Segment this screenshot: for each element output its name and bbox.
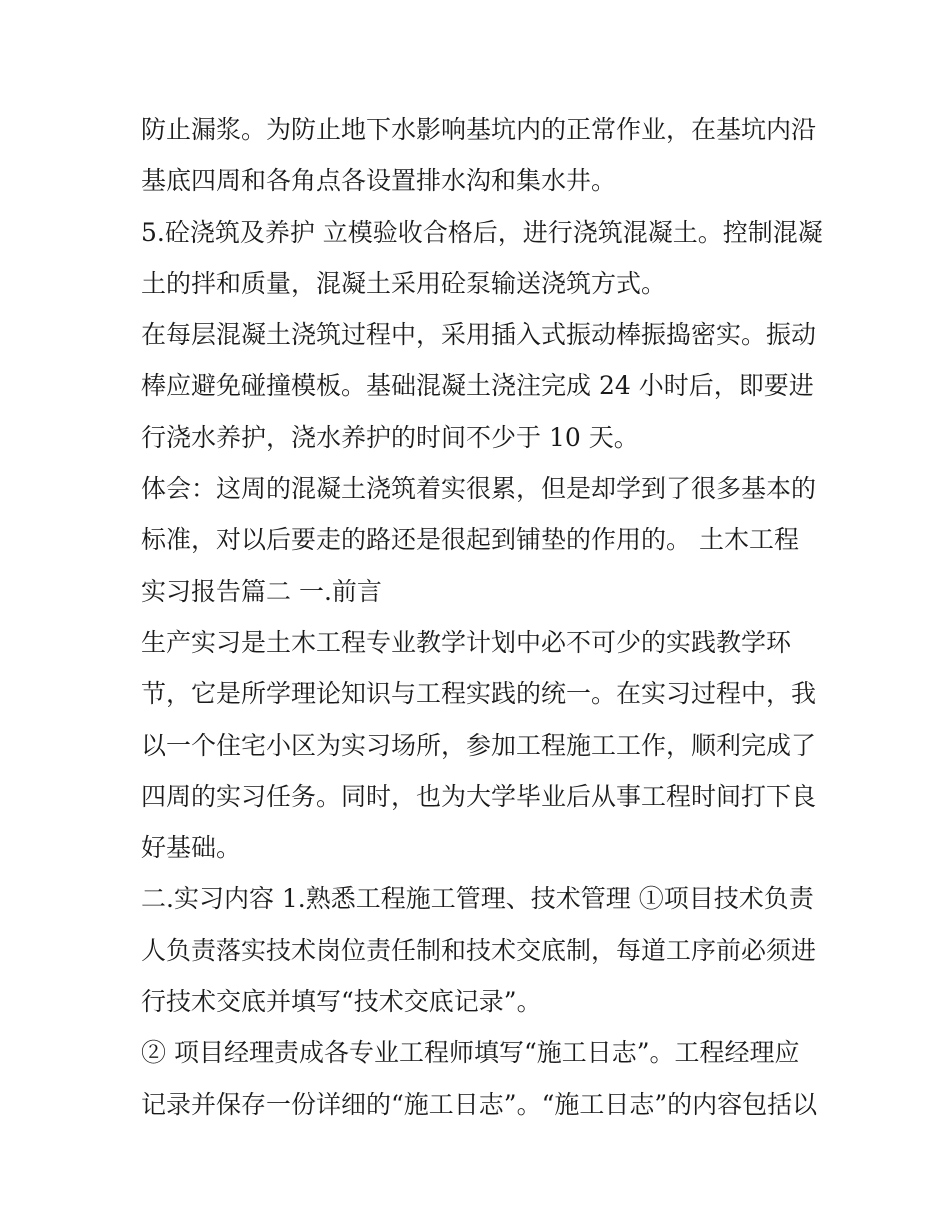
text-line: 土的拌和质量，混凝土采用砼泵输送浇筑方式。	[141, 268, 667, 298]
text-line: 棒应避免碰撞模板。基础混凝土浇注完成 24 小时后，即要进	[141, 371, 814, 401]
text-line: 好基础。	[141, 833, 242, 863]
text-line: 人负责落实技术岗位责任制和技术交底制，每道工序前必须进	[141, 935, 817, 965]
text-line: 以一个住宅小区为实习场所，参加工程施工工作，顺利完成了	[141, 730, 817, 760]
text-line: 行技术交底并填写“技术交底记录”。	[141, 987, 542, 1017]
text-line: 生产实习是土木工程专业教学计划中必不可少的实践教学环	[141, 627, 792, 657]
text-line: ② 项目经理责成各专业工程师填写“施工日志”。工程经理应	[141, 1038, 800, 1068]
text-line: 5.砼浇筑及养护 立模验收合格后，进行浇筑混凝土。控制混凝	[141, 217, 823, 247]
document-body	[141, 104, 821, 1130]
text-line: 在每层混凝土浇筑过程中，采用插入式振动棒振捣密实。振动	[141, 320, 817, 350]
text-line: 实习报告篇二 一.前言	[141, 576, 382, 606]
text-line: 基底四周和各角点各设置排水沟和集水井。	[141, 166, 617, 196]
text-line: 二.实习内容 1.熟悉工程施工管理、技术管理 ①项目技术负责	[141, 884, 814, 914]
text-line: 行浇水养护，浇水养护的时间不少于 10 天。	[141, 422, 639, 452]
text-line: 四周的实习任务。同时，也为大学毕业后从事工程时间打下良	[141, 781, 817, 811]
text-line: 标准，对以后要走的路还是很起到铺垫的作用的。 土木工程	[141, 525, 799, 555]
text-line: 节，它是所学理论知识与工程实践的统一。在实习过程中，我	[141, 679, 817, 709]
text-line: 记录并保存一份详细的“施工日志”。“施工日志”的内容包括以	[141, 1089, 818, 1119]
text-line: 体会：这周的混凝土浇筑着实很累，但是却学到了很多基本的	[141, 474, 817, 504]
text-line: 防止漏浆。为防止地下水影响基坑内的正常作业，在基坑内沿	[141, 115, 817, 144]
